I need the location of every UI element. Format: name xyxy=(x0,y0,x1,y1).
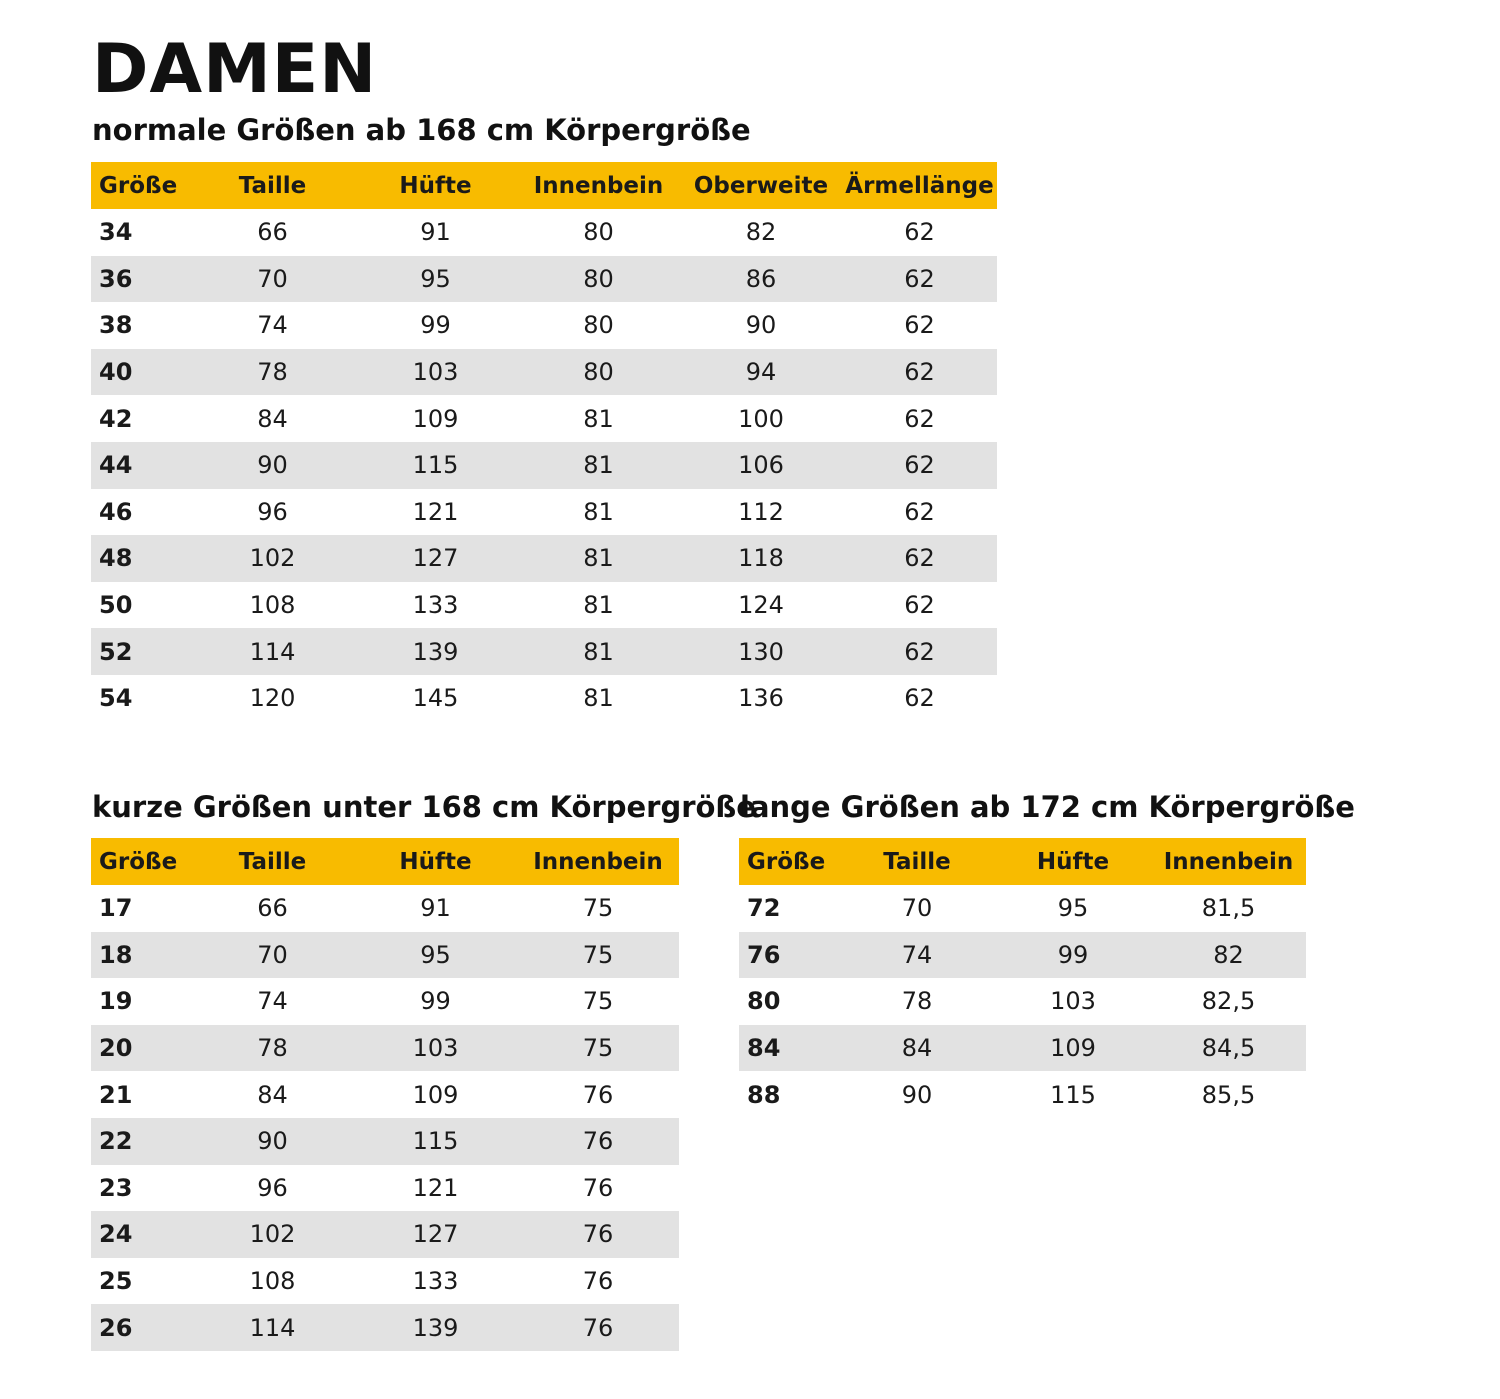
table-row xyxy=(91,256,997,303)
measurement-cell: 78 xyxy=(191,349,354,396)
size-cell: 84 xyxy=(739,1025,839,1072)
size-cell: 40 xyxy=(91,349,191,396)
table-row xyxy=(739,885,1306,932)
table-row xyxy=(91,209,997,256)
size-cell: 76 xyxy=(739,932,839,979)
measurement-cell: 114 xyxy=(191,628,354,675)
long-sizes-table xyxy=(739,838,1306,1118)
measurement-cell: 82,5 xyxy=(1201,987,1256,1016)
measurement-cell: 75 xyxy=(517,1025,679,1072)
measurement-cell: 80 xyxy=(583,311,614,340)
size-cell: 23 xyxy=(99,1173,133,1202)
measurement-cell: 103 xyxy=(354,349,517,396)
size-cell: 72 xyxy=(747,894,781,923)
measurement-cell: 109 xyxy=(995,1025,1151,1072)
size-cell: 50 xyxy=(99,591,133,620)
table-row xyxy=(91,885,679,932)
measurement-cell: 124 xyxy=(738,591,784,620)
column-header: Oberweite xyxy=(680,162,842,209)
measurement-cell: 62 xyxy=(842,442,997,489)
normal-sizes-table xyxy=(91,162,997,722)
measurement-cell: 62 xyxy=(842,535,997,582)
measurement-cell: 103 xyxy=(354,1025,517,1072)
measurement-cell: 74 xyxy=(257,311,288,340)
table-row xyxy=(739,1025,1306,1072)
measurement-cell: 75 xyxy=(517,932,679,979)
column-header: Taille xyxy=(191,162,354,209)
size-cell: 34 xyxy=(99,218,133,247)
measurement-cell: 70 xyxy=(191,932,354,979)
size-cell: 22 xyxy=(91,1118,191,1165)
table-row xyxy=(91,1165,679,1212)
measurement-cell: 99 xyxy=(420,987,451,1016)
size-cell: 36 xyxy=(91,256,191,303)
measurement-cell: 139 xyxy=(354,1304,517,1351)
measurement-cell: 62 xyxy=(904,218,935,247)
measurement-cell: 82 xyxy=(745,218,777,247)
measurement-cell: 81,5 xyxy=(1201,894,1256,923)
long-sizes-title: lange Größen ab 172 cm Körpergröße xyxy=(740,790,1355,824)
column-header: Ärmellänge xyxy=(842,162,997,209)
table-row xyxy=(91,1304,679,1351)
size-cell: 52 xyxy=(91,628,191,675)
size-cell: 38 xyxy=(99,311,133,340)
size-cell: 48 xyxy=(91,535,191,582)
measurement-cell: 100 xyxy=(738,404,784,433)
measurement-cell: 91 xyxy=(420,218,451,247)
measurement-cell: 102 xyxy=(191,535,354,582)
table-row xyxy=(91,932,679,979)
measurement-cell: 76 xyxy=(582,1173,614,1202)
measurement-cell: 120 xyxy=(249,684,296,713)
measurement-cell: 96 xyxy=(257,497,288,526)
measurement-cell: 109 xyxy=(412,1080,459,1109)
column-header: Taille xyxy=(839,838,995,885)
measurement-cell: 84,5 xyxy=(1151,1025,1306,1072)
table-row xyxy=(91,442,997,489)
measurement-cell: 82 xyxy=(1151,932,1306,979)
size-cell: 25 xyxy=(99,1267,133,1296)
table-row xyxy=(91,628,997,675)
size-cell: 80 xyxy=(747,987,781,1016)
table-row xyxy=(91,1071,679,1118)
measurement-cell: 136 xyxy=(738,684,784,713)
column-header: Größe xyxy=(739,838,839,885)
measurement-cell: 62 xyxy=(904,497,935,526)
table-row xyxy=(91,302,997,349)
measurement-cell: 66 xyxy=(257,218,288,247)
measurement-cell: 109 xyxy=(412,404,459,433)
table-row xyxy=(91,1211,679,1258)
measurement-cell: 90 xyxy=(191,442,354,489)
measurement-cell: 70 xyxy=(901,894,933,923)
column-header: Größe xyxy=(91,838,191,885)
measurement-cell: 103 xyxy=(1050,987,1096,1016)
measurement-cell: 115 xyxy=(354,1118,517,1165)
measurement-cell: 112 xyxy=(738,497,784,526)
size-cell: 42 xyxy=(99,404,133,433)
measurement-cell: 76 xyxy=(517,1304,679,1351)
table-header-row xyxy=(91,838,679,885)
measurement-cell: 78 xyxy=(901,987,933,1016)
table-row xyxy=(739,1071,1306,1118)
measurement-cell: 121 xyxy=(412,497,459,526)
measurement-cell: 139 xyxy=(354,628,517,675)
table-row xyxy=(91,1258,679,1305)
measurement-cell: 84 xyxy=(257,404,288,433)
table-row xyxy=(91,582,997,629)
measurement-cell: 133 xyxy=(412,1267,459,1296)
measurement-cell: 85,5 xyxy=(1201,1080,1256,1109)
measurement-cell: 81 xyxy=(517,628,680,675)
measurement-cell: 80 xyxy=(517,256,680,303)
measurement-cell: 62 xyxy=(842,256,997,303)
measurement-cell: 62 xyxy=(842,349,997,396)
measurement-cell: 62 xyxy=(904,311,935,340)
measurement-cell: 95 xyxy=(354,256,517,303)
measurement-cell: 114 xyxy=(191,1304,354,1351)
table-row xyxy=(91,489,997,536)
size-cell: 44 xyxy=(91,442,191,489)
size-cell: 20 xyxy=(91,1025,191,1072)
measurement-cell: 62 xyxy=(904,684,935,713)
measurement-cell: 76 xyxy=(582,1080,614,1109)
measurement-cell: 81 xyxy=(517,442,680,489)
measurement-cell: 74 xyxy=(257,987,288,1016)
measurement-cell: 108 xyxy=(249,1267,296,1296)
measurement-cell: 118 xyxy=(680,535,842,582)
column-header: Innenbein xyxy=(517,162,680,209)
normal-sizes-title: normale Größen ab 168 cm Körpergröße xyxy=(92,113,751,147)
short-sizes-title: kurze Größen unter 168 cm Körpergröße xyxy=(92,790,756,824)
measurement-cell: 81 xyxy=(583,684,614,713)
measurement-cell: 99 xyxy=(420,311,451,340)
measurement-cell: 80 xyxy=(583,218,614,247)
measurement-cell: 115 xyxy=(1050,1080,1096,1109)
measurement-cell: 95 xyxy=(354,932,517,979)
measurement-cell: 95 xyxy=(1057,894,1089,923)
measurement-cell: 76 xyxy=(582,1267,614,1296)
column-header: Innenbein xyxy=(517,838,679,885)
table-row xyxy=(91,1025,679,1072)
measurement-cell: 133 xyxy=(412,591,459,620)
measurement-cell: 81 xyxy=(583,591,614,620)
column-header: Hüfte xyxy=(995,838,1151,885)
measurement-cell: 81 xyxy=(583,497,614,526)
measurement-cell: 62 xyxy=(904,404,935,433)
measurement-cell: 75 xyxy=(582,987,614,1016)
measurement-cell: 81 xyxy=(517,535,680,582)
table-row xyxy=(91,675,997,722)
measurement-cell: 102 xyxy=(191,1211,354,1258)
column-header: Taille xyxy=(191,838,354,885)
measurement-cell: 127 xyxy=(354,535,517,582)
measurement-cell: 115 xyxy=(354,442,517,489)
measurement-cell: 90 xyxy=(745,311,777,340)
column-header: Innenbein xyxy=(1151,838,1306,885)
measurement-cell: 145 xyxy=(412,684,459,713)
measurement-cell: 84 xyxy=(839,1025,995,1072)
measurement-cell: 96 xyxy=(257,1173,288,1202)
table-header-row xyxy=(739,838,1306,885)
table-row xyxy=(91,535,997,582)
column-header: Hüfte xyxy=(354,838,517,885)
measurement-cell: 108 xyxy=(249,591,296,620)
measurement-cell: 121 xyxy=(412,1173,459,1202)
measurement-cell: 106 xyxy=(680,442,842,489)
measurement-cell: 127 xyxy=(354,1211,517,1258)
measurement-cell: 76 xyxy=(517,1211,679,1258)
measurement-cell: 99 xyxy=(995,932,1151,979)
measurement-cell: 62 xyxy=(904,591,935,620)
short-sizes-table xyxy=(91,838,679,1351)
size-cell: 24 xyxy=(91,1211,191,1258)
column-header: Hüfte xyxy=(354,162,517,209)
measurement-cell: 78 xyxy=(191,1025,354,1072)
size-cell: 18 xyxy=(91,932,191,979)
measurement-cell: 80 xyxy=(517,349,680,396)
measurement-cell: 70 xyxy=(191,256,354,303)
size-cell: 19 xyxy=(99,987,133,1016)
size-cell: 17 xyxy=(99,894,133,923)
size-cell: 88 xyxy=(747,1080,781,1109)
measurement-cell: 90 xyxy=(191,1118,354,1165)
column-header: Größe xyxy=(91,162,191,209)
measurement-cell: 94 xyxy=(680,349,842,396)
table-row xyxy=(91,395,997,442)
size-cell: 26 xyxy=(91,1304,191,1351)
table-row xyxy=(91,349,997,396)
table-row xyxy=(91,978,679,1025)
measurement-cell: 74 xyxy=(839,932,995,979)
measurement-cell: 86 xyxy=(680,256,842,303)
size-cell: 21 xyxy=(99,1080,133,1109)
measurement-cell: 130 xyxy=(680,628,842,675)
measurement-cell: 76 xyxy=(517,1118,679,1165)
measurement-cell: 75 xyxy=(582,894,614,923)
table-row xyxy=(739,932,1306,979)
size-cell: 46 xyxy=(99,497,133,526)
measurement-cell: 90 xyxy=(901,1080,933,1109)
measurement-cell: 62 xyxy=(842,628,997,675)
size-cell: 54 xyxy=(99,684,133,713)
measurement-cell: 84 xyxy=(257,1080,288,1109)
table-row xyxy=(739,978,1306,1025)
table-header-row xyxy=(91,162,997,209)
measurement-cell: 91 xyxy=(420,894,451,923)
table-row xyxy=(91,1118,679,1165)
page-title: DAMEN xyxy=(92,30,378,109)
measurement-cell: 81 xyxy=(583,404,614,433)
measurement-cell: 66 xyxy=(257,894,288,923)
